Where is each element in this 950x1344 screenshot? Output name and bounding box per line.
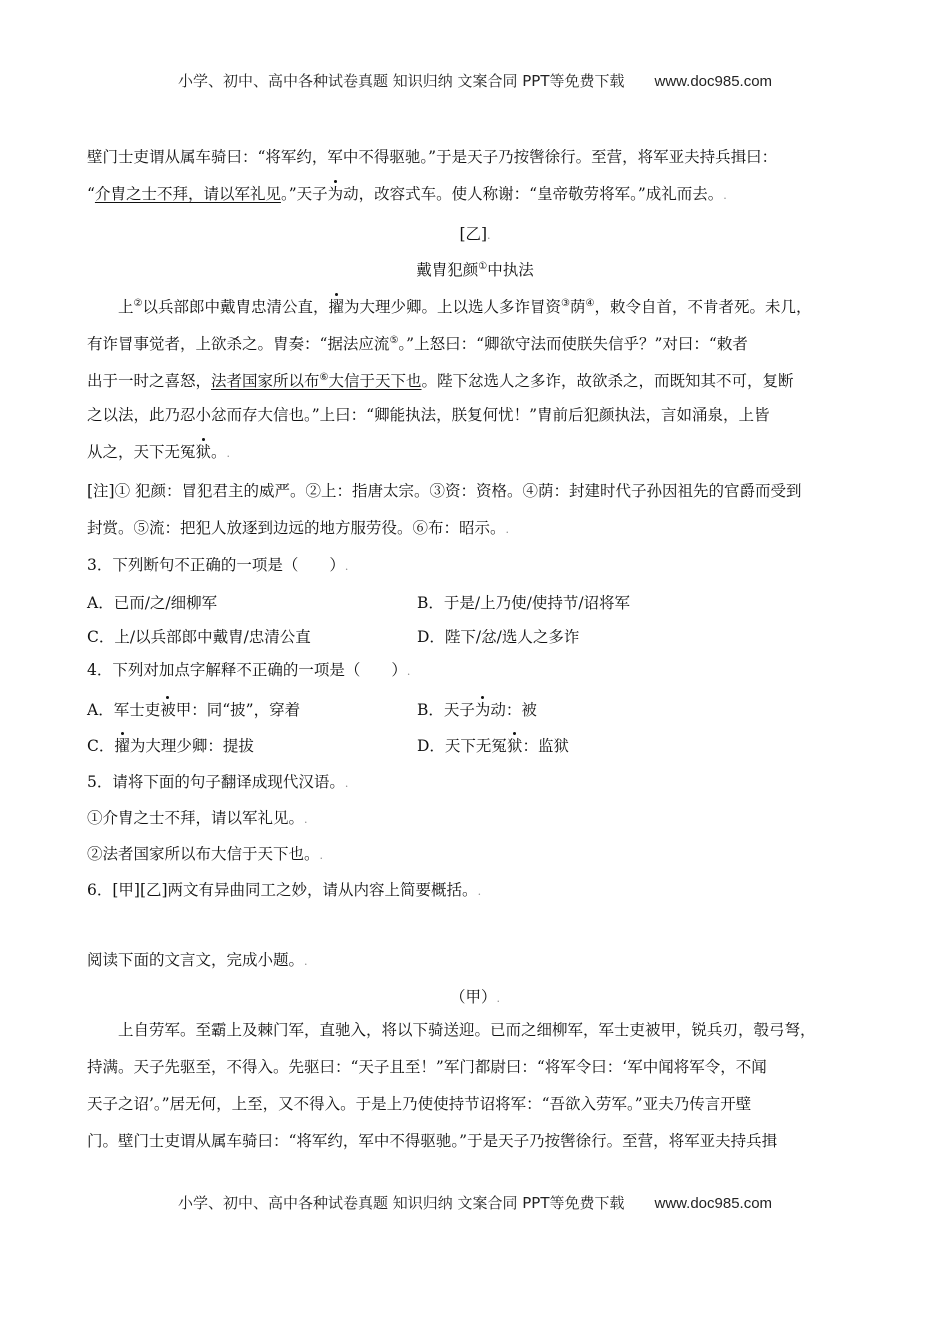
q3-option-c[interactable]: C．上/以兵部郎中戴胄/忠清公直	[87, 628, 311, 646]
dotted-char: 狱	[506, 737, 523, 755]
notes-line-1: [注]① 犯颜：冒犯君主的威严。②上：指唐太宗。③资：资格。④荫：封建时代子孙因祖先的官爵而受到	[87, 482, 802, 500]
jia-tail-line-2: “介胄之士不拜，请以军礼见。”天子为动，改容式车。使人称谢：“皇帝敬劳将军。”成礼而去。.	[87, 185, 727, 203]
dotted-char: 为	[327, 185, 344, 203]
q4-option-c[interactable]: C．擢为大理少卿：提拔	[87, 737, 254, 755]
q5-stem: 5．请将下面的句子翻译成现代汉语。.	[87, 773, 349, 791]
next-intro: 阅读下面的文言文，完成小题。.	[87, 951, 308, 969]
q4-option-a[interactable]: A．军士吏被甲：同“披”，穿着	[87, 701, 301, 719]
underlined-sentence-1: 介胄之士不拜，请以军礼见	[94, 185, 281, 203]
yi-para-line-1: 上②以兵部郎中戴胄忠清公直，擢为大理少卿。上以选人多诈冒资③荫④，敕令自首，不肯者死。未几，	[118, 298, 812, 317]
dotted-char: 被	[160, 701, 176, 719]
yi-para-line-5: 从之，天下无冤狱。.	[87, 443, 231, 461]
next-para-line-3: 天子之诏’。”居无何，上至，又不得入。于是上乃使使持节诏将军：“吾欲入劳军。”亚夫乃传言开壁	[87, 1095, 752, 1113]
dotted-char: 擢	[328, 298, 345, 317]
footer-text: 小学、初中、高中各种试卷真题 知识归纳 文案合同 PPT等免费下载	[177, 1194, 625, 1212]
footer-site[interactable]: www.doc985.com	[654, 1195, 773, 1212]
q6-stem: 6．[甲][乙]两文有异曲同工之妙，请从内容上简要概括。.	[87, 881, 482, 899]
q4-option-d[interactable]: D．天下无冤狱：监狱	[417, 737, 569, 755]
q3-option-d[interactable]: D．陛下/忿/选人之多诈	[417, 628, 580, 646]
q3-option-a[interactable]: A．已而/之/细柳军	[87, 594, 218, 612]
dotted-char: 为	[474, 701, 491, 719]
page-header	[0, 70, 950, 91]
q5-sentence-1: ①介胄之士不拜，请以军礼见。.	[87, 809, 308, 827]
header-site[interactable]: www.doc985.com	[654, 73, 773, 90]
jia-tail-line-1: 壁门士吏谓从属车骑曰：“将军约，军中不得驱驰。”于是天子乃按辔徐行。至营，将军亚夫持兵揖曰：	[87, 148, 778, 166]
next-para-line-1: 上自劳军。至霸上及棘门军，直驰入，将以下骑送迎。已而之细柳军，军士吏被甲，锐兵刃，彀弓弩，	[118, 1021, 816, 1039]
yi-title: 戴胄犯颜①中执法	[416, 260, 534, 279]
notes-line-2: 封赏。⑤流：把犯人放逐到边远的地方服劳役。⑥布：昭示。.	[87, 519, 510, 537]
q3-option-b[interactable]: B．于是/上乃使/使持节/诏将军	[417, 594, 631, 612]
dotted-char: 狱	[195, 443, 212, 461]
next-para-line-4: 门。壁门士吏谓从属车骑曰：“将军约，军中不得驱驰。”于是天子乃按辔徐行。至营，将军亚夫持兵揖	[87, 1132, 778, 1150]
q3-stem: 3．下列断句不正确的一项是（ ）.	[87, 556, 349, 574]
next-para-line-2: 持满。天子先驱至，不得入。先驱曰：“天子且至！”军门都尉曰：“将军令曰：‘军中闻将军令，不闻	[87, 1058, 767, 1076]
q5-sentence-2: ②法者国家所以布大信于天下也。.	[87, 845, 324, 863]
q4-stem: 4．下列对加点字解释不正确的一项是（ ）.	[87, 661, 411, 679]
q4-option-b[interactable]: B．天子为动：被	[417, 701, 537, 719]
page-footer	[0, 1192, 950, 1213]
dotted-char: 擢	[114, 737, 130, 755]
yi-label: [乙].	[459, 225, 491, 243]
underlined-sentence-2: 法者国家所以布⑥大信于天下也	[211, 372, 422, 391]
yi-para-line-2: 有诈冒事觉者，上欲杀之。胄奏：“据法应流⑤。”上怒曰：“卿欲守法而使朕失信乎？”对曰：“敕者	[87, 335, 748, 354]
yi-para-line-4: 之以法，此乃忍小忿而存大信也。”上曰：“卿能执法，朕复何忧！”胄前后犯颜执法，言如涌泉，上皆	[87, 406, 770, 424]
next-label: （甲）.	[449, 988, 500, 1006]
header-text: 小学、初中、高中各种试卷真题 知识归纳 文案合同 PPT等免费下载	[177, 72, 625, 90]
yi-para-line-3: 出于一时之喜怒，法者国家所以布⑥大信于天下也。陛下忿选人之多诈，故欲杀之，而既知其不可，复断	[87, 372, 794, 391]
